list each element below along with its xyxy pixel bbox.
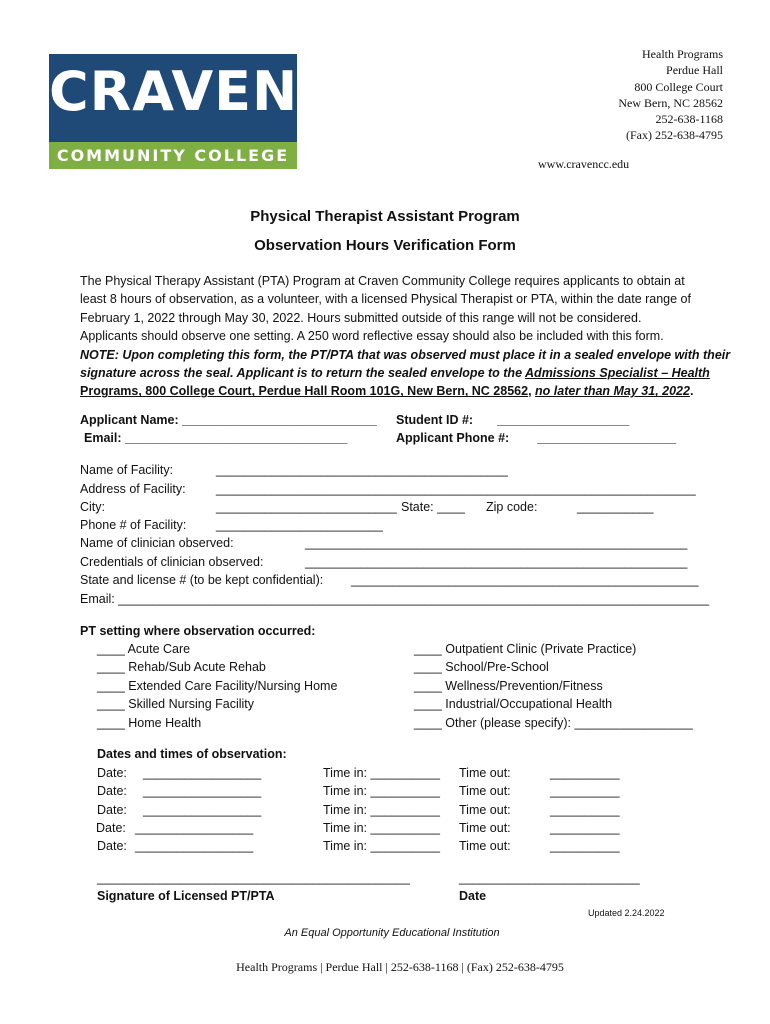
time-in-field[interactable]: Time in: __________ bbox=[323, 821, 440, 835]
facility-email-field[interactable]: Email: _____________________________________________________________________________________ bbox=[80, 592, 710, 606]
signature-date-label: Date bbox=[459, 889, 487, 903]
logo-bottom-text: COMMUNITY COLLEGE bbox=[56, 146, 290, 165]
time-in-field[interactable]: Time in: __________ bbox=[323, 803, 440, 817]
city-label: City: bbox=[80, 500, 105, 514]
clinician-name-input[interactable]: _______________________________________________________ bbox=[305, 536, 688, 550]
clinician-credentials-input[interactable]: _______________________________________________________ bbox=[305, 555, 688, 569]
clinician-credentials-label: Credentials of clinician observed: bbox=[80, 555, 264, 569]
setting-option[interactable]: ____ Rehab/Sub Acute Rehab bbox=[97, 660, 266, 674]
address-line: Perdue Hall bbox=[666, 63, 723, 78]
address-block bbox=[618, 46, 723, 144]
address-line: 800 College Court bbox=[634, 79, 723, 94]
address-line: New Bern, NC 28562 bbox=[618, 95, 723, 110]
intro-paragraph bbox=[80, 272, 731, 401]
signature-date-line[interactable]: __________________________ bbox=[459, 871, 640, 885]
license-input[interactable]: __________________________________________________ bbox=[351, 573, 699, 587]
time-out-input[interactable]: __________ bbox=[550, 784, 620, 798]
zip-input[interactable]: ___________ bbox=[577, 500, 654, 514]
time-out-label: Time out: bbox=[459, 784, 511, 798]
setting-option-other[interactable]: ____ Other (please specify): _________________ bbox=[414, 716, 693, 730]
intro-line: least 8 hours of observation, as a volunteer, with a licensed Physical Therapist or PTA, within the date range of bbox=[80, 292, 691, 307]
zip-label: Zip code: bbox=[486, 500, 538, 514]
setting-option[interactable]: ____ Acute Care bbox=[97, 642, 191, 656]
setting-option[interactable]: ____ Industrial/Occupational Health bbox=[414, 697, 613, 711]
state-field[interactable]: State: ____ bbox=[401, 500, 465, 514]
address-line: (Fax) 252-638-4795 bbox=[626, 128, 723, 143]
signature-line[interactable]: _____________________________________________ bbox=[97, 871, 410, 885]
intro-line: February 1, 2022 through May 30, 2022. Hours submitted outside of this range will not be considered. bbox=[80, 310, 642, 325]
return-address: Programs, 800 College Court, Perdue Hall Room 101G, New Bern, NC 28562 bbox=[80, 384, 529, 399]
updated-date: Updated 2.24.2022 bbox=[588, 908, 665, 918]
setting-option[interactable]: ____ Wellness/Prevention/Fitness bbox=[414, 679, 603, 693]
dates-heading: Dates and times of observation: bbox=[97, 747, 287, 761]
time-out-input[interactable]: __________ bbox=[550, 803, 620, 817]
form-title: Observation Hours Verification Form bbox=[254, 237, 516, 254]
license-label: State and license # (to be kept confidential): bbox=[80, 573, 324, 587]
time-out-input[interactable]: __________ bbox=[550, 821, 620, 835]
intro-line: Applicants should observe one setting. A 250 word reflective essay should also be included with this form. bbox=[80, 329, 664, 344]
time-out-label: Time out: bbox=[459, 821, 511, 835]
date-label: Date: bbox=[97, 839, 127, 853]
note-line: NOTE: Upon completing this form, the PT/PTA that was observed must place it in a sealed envelope with their bbox=[80, 347, 731, 362]
date-label: Date: bbox=[97, 784, 127, 798]
facility-phone-input[interactable]: ________________________ bbox=[216, 518, 383, 532]
facility-name-input[interactable]: __________________________________________ bbox=[216, 463, 508, 477]
setting-option[interactable]: ____ Home Health bbox=[97, 716, 202, 730]
facility-address-input[interactable]: _____________________________________________________________________ bbox=[216, 482, 696, 496]
facility-phone-label: Phone # of Facility: bbox=[80, 518, 187, 532]
signature-label: Signature of Licensed PT/PTA bbox=[97, 889, 275, 903]
date-label: Date: bbox=[97, 766, 127, 780]
logo-top-text: CRAVEN bbox=[49, 60, 299, 123]
date-input[interactable]: _________________ bbox=[143, 803, 262, 817]
setting-heading: PT setting where observation occurred: bbox=[80, 624, 316, 638]
admissions-specialist: Admissions Specialist – Health bbox=[525, 366, 710, 381]
clinician-name-label: Name of clinician observed: bbox=[80, 536, 234, 550]
setting-option[interactable]: ____ Skilled Nursing Facility bbox=[97, 697, 255, 711]
setting-option[interactable]: ____ Outpatient Clinic (Private Practice) bbox=[414, 642, 637, 656]
footer: Health Programs | Perdue Hall | 252-638-1168 | (Fax) 252-638-4795 bbox=[236, 960, 564, 974]
date-input[interactable]: _________________ bbox=[143, 784, 262, 798]
note-line: signature across the seal. Applicant is to return the sealed envelope to the Admissions Specialist – Health bbox=[80, 366, 710, 381]
student-id-field[interactable]: Student ID #: ___________________ bbox=[396, 413, 630, 427]
note-line: Programs, 800 College Court, Perdue Hall Room 101G, New Bern, NC 28562, no later than May 31, 2022. bbox=[80, 384, 694, 399]
setting-option[interactable]: ____ School/Pre-School bbox=[414, 660, 549, 674]
deadline: no later than May 31, 2022 bbox=[535, 384, 690, 399]
logo-craven bbox=[49, 54, 297, 142]
website: www.cravencc.edu bbox=[538, 157, 630, 171]
applicant-phone-field[interactable]: Applicant Phone #: ____________________ bbox=[396, 431, 677, 445]
time-in-field[interactable]: Time in: __________ bbox=[323, 784, 440, 798]
time-in-field[interactable]: Time in: __________ bbox=[323, 839, 440, 853]
date-input[interactable]: _________________ bbox=[135, 821, 254, 835]
date-input[interactable]: _________________ bbox=[135, 839, 254, 853]
applicant-name-field[interactable]: Applicant Name: ____________________________ bbox=[80, 413, 377, 427]
equal-opportunity: An Equal Opportunity Educational Institution bbox=[284, 927, 500, 939]
facility-name-label: Name of Facility: bbox=[80, 463, 174, 477]
time-in-field[interactable]: Time in: __________ bbox=[323, 766, 440, 780]
address-line: Health Programs bbox=[642, 47, 723, 61]
time-out-label: Time out: bbox=[459, 839, 511, 853]
date-input[interactable]: _________________ bbox=[143, 766, 262, 780]
logo-community-college bbox=[49, 142, 297, 169]
intro-line: The Physical Therapy Assistant (PTA) Program at Craven Community College requires applicants to obtain at bbox=[80, 274, 685, 288]
time-out-label: Time out: bbox=[459, 766, 511, 780]
time-out-input[interactable]: __________ bbox=[550, 839, 620, 853]
time-out-label: Time out: bbox=[459, 803, 511, 817]
facility-address-label: Address of Facility: bbox=[80, 482, 186, 496]
applicant-email-field[interactable]: Email: ________________________________ bbox=[84, 431, 348, 445]
date-label: Date: bbox=[96, 821, 126, 835]
time-out-input[interactable]: __________ bbox=[550, 766, 620, 780]
address-line: 252-638-1168 bbox=[655, 112, 723, 127]
setting-option[interactable]: ____ Extended Care Facility/Nursing Home bbox=[97, 679, 338, 693]
page-title: Physical Therapist Assistant Program bbox=[250, 208, 520, 225]
city-input[interactable]: __________________________ bbox=[216, 500, 397, 514]
date-label: Date: bbox=[97, 803, 127, 817]
